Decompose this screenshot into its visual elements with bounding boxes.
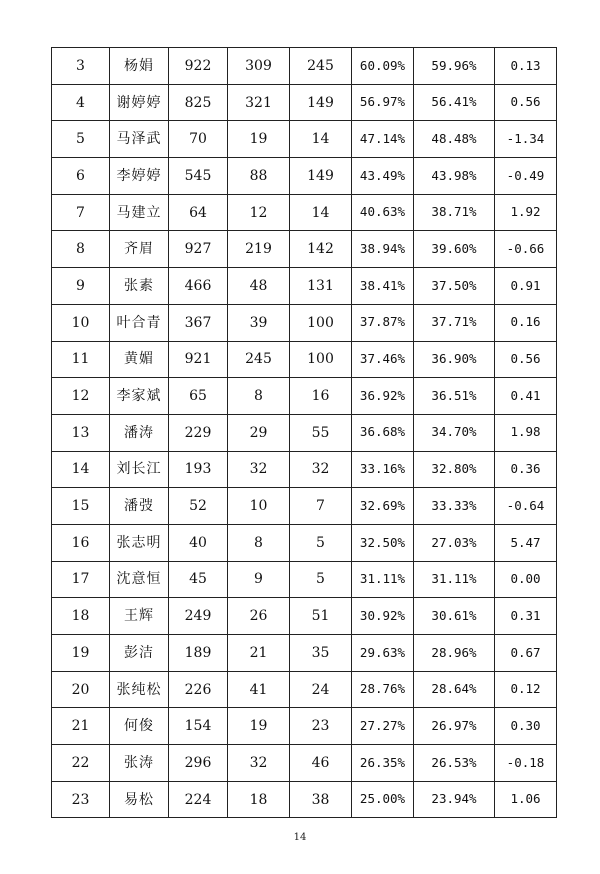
- name-cell: 李家斌: [110, 378, 169, 415]
- rank-cell: 13: [52, 414, 110, 451]
- count-a-cell: 193: [169, 451, 228, 488]
- table-row: [52, 635, 557, 672]
- rate-b-cell: 34.70%: [414, 414, 495, 451]
- rate-b-cell: 32.80%: [414, 451, 495, 488]
- rank-cell: 7: [52, 194, 110, 231]
- table-row: [52, 341, 557, 378]
- count-a-cell: 825: [169, 84, 228, 121]
- rate-a-cell: 38.94%: [352, 231, 414, 268]
- count-c-cell: 131: [290, 268, 352, 305]
- count-c-cell: 7: [290, 488, 352, 525]
- table-row: [52, 268, 557, 305]
- rank-cell: 19: [52, 635, 110, 672]
- count-c-cell: 38: [290, 781, 352, 818]
- count-c-cell: 142: [290, 231, 352, 268]
- rate-a-cell: 30.92%: [352, 598, 414, 635]
- name-cell: 潘涛: [110, 414, 169, 451]
- count-b-cell: 18: [228, 781, 290, 818]
- diff-cell: 1.92: [495, 194, 557, 231]
- name-cell: 易松: [110, 781, 169, 818]
- count-b-cell: 29: [228, 414, 290, 451]
- count-a-cell: 367: [169, 304, 228, 341]
- count-c-cell: 149: [290, 158, 352, 195]
- rate-b-cell: 59.96%: [414, 48, 495, 85]
- rank-cell: 14: [52, 451, 110, 488]
- table-row: [52, 304, 557, 341]
- count-a-cell: 229: [169, 414, 228, 451]
- count-c-cell: 23: [290, 708, 352, 745]
- count-c-cell: 24: [290, 671, 352, 708]
- count-c-cell: 100: [290, 304, 352, 341]
- table-row: [52, 231, 557, 268]
- name-cell: 张志明: [110, 524, 169, 561]
- rate-a-cell: 47.14%: [352, 121, 414, 158]
- table-row: [52, 745, 557, 782]
- diff-cell: 0.41: [495, 378, 557, 415]
- count-b-cell: 19: [228, 121, 290, 158]
- diff-cell: 0.31: [495, 598, 557, 635]
- count-b-cell: 19: [228, 708, 290, 745]
- rate-a-cell: 60.09%: [352, 48, 414, 85]
- count-b-cell: 41: [228, 671, 290, 708]
- table-row: [52, 561, 557, 598]
- count-a-cell: 921: [169, 341, 228, 378]
- page-number: 14: [293, 832, 307, 843]
- rate-a-cell: 37.87%: [352, 304, 414, 341]
- table-row: [52, 598, 557, 635]
- rank-cell: 3: [52, 48, 110, 85]
- rate-a-cell: 33.16%: [352, 451, 414, 488]
- count-b-cell: 8: [228, 378, 290, 415]
- diff-cell: -1.34: [495, 121, 557, 158]
- diff-cell: 0.16: [495, 304, 557, 341]
- table-row: [52, 158, 557, 195]
- diff-cell: 0.56: [495, 341, 557, 378]
- diff-cell: 1.98: [495, 414, 557, 451]
- rank-cell: 16: [52, 524, 110, 561]
- count-c-cell: 51: [290, 598, 352, 635]
- rate-a-cell: 25.00%: [352, 781, 414, 818]
- diff-cell: -0.49: [495, 158, 557, 195]
- count-c-cell: 32: [290, 451, 352, 488]
- diff-cell: -0.64: [495, 488, 557, 525]
- count-a-cell: 922: [169, 48, 228, 85]
- table-row: [52, 48, 557, 85]
- rank-cell: 23: [52, 781, 110, 818]
- rate-a-cell: 36.92%: [352, 378, 414, 415]
- count-c-cell: 5: [290, 561, 352, 598]
- name-cell: 张素: [110, 268, 169, 305]
- rate-a-cell: 36.68%: [352, 414, 414, 451]
- rate-a-cell: 28.76%: [352, 671, 414, 708]
- count-b-cell: 12: [228, 194, 290, 231]
- count-b-cell: 39: [228, 304, 290, 341]
- count-c-cell: 149: [290, 84, 352, 121]
- count-a-cell: 226: [169, 671, 228, 708]
- count-b-cell: 321: [228, 84, 290, 121]
- rank-cell: 5: [52, 121, 110, 158]
- count-a-cell: 154: [169, 708, 228, 745]
- rate-a-cell: 32.69%: [352, 488, 414, 525]
- count-a-cell: 545: [169, 158, 228, 195]
- rate-b-cell: 26.97%: [414, 708, 495, 745]
- count-b-cell: 8: [228, 524, 290, 561]
- table-row: [52, 194, 557, 231]
- table-row: [52, 708, 557, 745]
- ranking-table: [51, 47, 557, 818]
- count-b-cell: 26: [228, 598, 290, 635]
- diff-cell: 0.67: [495, 635, 557, 672]
- rank-cell: 12: [52, 378, 110, 415]
- rate-b-cell: 26.53%: [414, 745, 495, 782]
- name-cell: 何俊: [110, 708, 169, 745]
- table-row: [52, 451, 557, 488]
- rate-b-cell: 37.50%: [414, 268, 495, 305]
- rate-a-cell: 29.63%: [352, 635, 414, 672]
- rank-cell: 11: [52, 341, 110, 378]
- rank-cell: 10: [52, 304, 110, 341]
- rate-b-cell: 33.33%: [414, 488, 495, 525]
- name-cell: 沈意恒: [110, 561, 169, 598]
- count-a-cell: 70: [169, 121, 228, 158]
- rank-cell: 9: [52, 268, 110, 305]
- rate-a-cell: 26.35%: [352, 745, 414, 782]
- count-c-cell: 14: [290, 121, 352, 158]
- rank-cell: 18: [52, 598, 110, 635]
- count-c-cell: 5: [290, 524, 352, 561]
- table-row: [52, 781, 557, 818]
- diff-cell: 1.06: [495, 781, 557, 818]
- count-a-cell: 45: [169, 561, 228, 598]
- rate-b-cell: 31.11%: [414, 561, 495, 598]
- rank-cell: 6: [52, 158, 110, 195]
- rate-a-cell: 31.11%: [352, 561, 414, 598]
- diff-cell: 0.30: [495, 708, 557, 745]
- count-b-cell: 245: [228, 341, 290, 378]
- rank-cell: 15: [52, 488, 110, 525]
- table-row: [52, 378, 557, 415]
- count-b-cell: 88: [228, 158, 290, 195]
- count-a-cell: 40: [169, 524, 228, 561]
- rate-b-cell: 38.71%: [414, 194, 495, 231]
- rate-a-cell: 56.97%: [352, 84, 414, 121]
- count-c-cell: 245: [290, 48, 352, 85]
- name-cell: 马建立: [110, 194, 169, 231]
- count-b-cell: 10: [228, 488, 290, 525]
- name-cell: 张纯松: [110, 671, 169, 708]
- diff-cell: 0.13: [495, 48, 557, 85]
- table-body: [52, 48, 557, 818]
- name-cell: 张涛: [110, 745, 169, 782]
- rate-b-cell: 39.60%: [414, 231, 495, 268]
- rate-b-cell: 56.41%: [414, 84, 495, 121]
- count-c-cell: 55: [290, 414, 352, 451]
- count-b-cell: 21: [228, 635, 290, 672]
- name-cell: 叶合青: [110, 304, 169, 341]
- count-b-cell: 48: [228, 268, 290, 305]
- rate-b-cell: 23.94%: [414, 781, 495, 818]
- name-cell: 王辉: [110, 598, 169, 635]
- count-b-cell: 32: [228, 745, 290, 782]
- name-cell: 潘弢: [110, 488, 169, 525]
- rate-a-cell: 27.27%: [352, 708, 414, 745]
- table-row: [52, 671, 557, 708]
- count-a-cell: 249: [169, 598, 228, 635]
- count-a-cell: 65: [169, 378, 228, 415]
- rank-cell: 17: [52, 561, 110, 598]
- count-b-cell: 309: [228, 48, 290, 85]
- count-a-cell: 52: [169, 488, 228, 525]
- diff-cell: 0.56: [495, 84, 557, 121]
- name-cell: 彭洁: [110, 635, 169, 672]
- count-a-cell: 189: [169, 635, 228, 672]
- name-cell: 刘长江: [110, 451, 169, 488]
- rank-cell: 21: [52, 708, 110, 745]
- count-a-cell: 927: [169, 231, 228, 268]
- rank-cell: 8: [52, 231, 110, 268]
- diff-cell: -0.18: [495, 745, 557, 782]
- rate-b-cell: 28.64%: [414, 671, 495, 708]
- rate-b-cell: 36.51%: [414, 378, 495, 415]
- rank-cell: 22: [52, 745, 110, 782]
- table-row: [52, 84, 557, 121]
- count-c-cell: 100: [290, 341, 352, 378]
- count-c-cell: 35: [290, 635, 352, 672]
- table-row: [52, 524, 557, 561]
- name-cell: 谢婷婷: [110, 84, 169, 121]
- rate-a-cell: 32.50%: [352, 524, 414, 561]
- count-b-cell: 9: [228, 561, 290, 598]
- count-a-cell: 296: [169, 745, 228, 782]
- name-cell: 齐眉: [110, 231, 169, 268]
- rank-cell: 4: [52, 84, 110, 121]
- rank-cell: 20: [52, 671, 110, 708]
- count-a-cell: 466: [169, 268, 228, 305]
- rate-b-cell: 30.61%: [414, 598, 495, 635]
- count-b-cell: 219: [228, 231, 290, 268]
- name-cell: 李婷婷: [110, 158, 169, 195]
- rate-b-cell: 43.98%: [414, 158, 495, 195]
- diff-cell: 0.12: [495, 671, 557, 708]
- table-row: [52, 121, 557, 158]
- count-c-cell: 46: [290, 745, 352, 782]
- count-a-cell: 224: [169, 781, 228, 818]
- rate-b-cell: 37.71%: [414, 304, 495, 341]
- name-cell: 黄媚: [110, 341, 169, 378]
- rate-a-cell: 43.49%: [352, 158, 414, 195]
- name-cell: 马泽武: [110, 121, 169, 158]
- diff-cell: 0.00: [495, 561, 557, 598]
- count-a-cell: 64: [169, 194, 228, 231]
- diff-cell: -0.66: [495, 231, 557, 268]
- diff-cell: 0.36: [495, 451, 557, 488]
- diff-cell: 5.47: [495, 524, 557, 561]
- count-c-cell: 16: [290, 378, 352, 415]
- rate-b-cell: 27.03%: [414, 524, 495, 561]
- name-cell: 杨娟: [110, 48, 169, 85]
- rate-a-cell: 38.41%: [352, 268, 414, 305]
- rate-b-cell: 48.48%: [414, 121, 495, 158]
- table-row: [52, 414, 557, 451]
- rate-a-cell: 37.46%: [352, 341, 414, 378]
- rate-a-cell: 40.63%: [352, 194, 414, 231]
- diff-cell: 0.91: [495, 268, 557, 305]
- rate-b-cell: 28.96%: [414, 635, 495, 672]
- table-row: [52, 488, 557, 525]
- count-b-cell: 32: [228, 451, 290, 488]
- rate-b-cell: 36.90%: [414, 341, 495, 378]
- count-c-cell: 14: [290, 194, 352, 231]
